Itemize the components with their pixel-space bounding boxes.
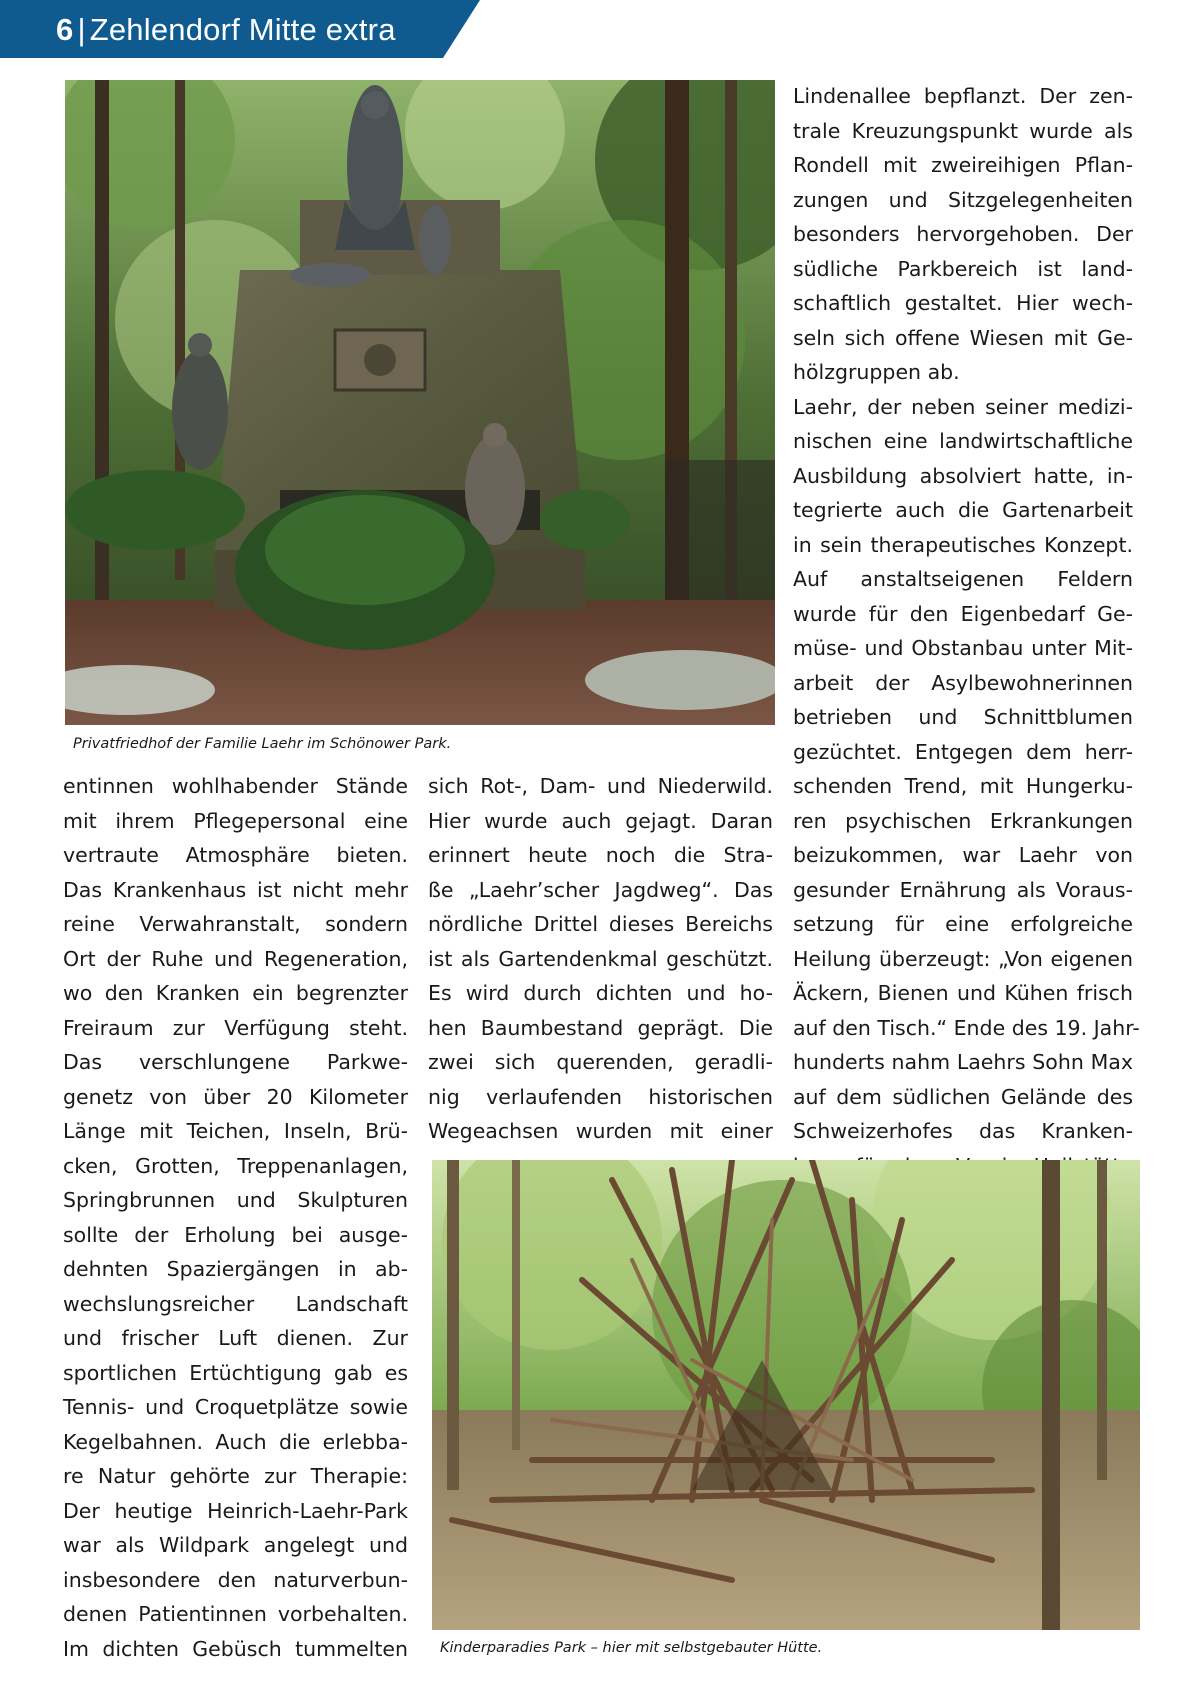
right-line: tegrierte auch die Gartenarbeit (793, 498, 1133, 522)
right-line: auf dem südlichen Gelände des (793, 1084, 1133, 1109)
left-line: reine Verwahranstalt, sondern (63, 912, 408, 936)
middle-line: Hier wurde auch gejagt. Daran (428, 808, 773, 833)
right-line: beizukommen, war Laehr von (793, 843, 1133, 867)
right-line: setzung für eine erfolgreiche (793, 912, 1133, 936)
right-line: besonders hervorgehoben. Der (793, 222, 1133, 246)
right-line: Äckern, Bienen und Kühen frisch (793, 981, 1133, 1005)
right-line: Ausbildung absolviert hatte, in- (793, 463, 1133, 488)
header-title (56, 12, 396, 48)
left-line: denen Patientinnen vorbehalten. (63, 1602, 408, 1626)
right-line: Lindenallee bepflanzt. Der zen- (793, 84, 1133, 108)
right-line: Schweizerhofes das Kranken- (793, 1119, 1133, 1143)
left-line: Ort der Ruhe und Regeneration, (63, 946, 408, 971)
right-line: wurde für den Eigenbedarf Ge- (793, 601, 1133, 626)
left-line: Springbrunnen und Skulpturen (63, 1188, 408, 1212)
left-line: Der heutige Heinrich-Laehr-Park (63, 1498, 408, 1523)
right-line: in sein therapeutisches Konzept. (793, 532, 1133, 557)
middle-line: zwei sich querenden, geradli- (428, 1050, 773, 1074)
right-line: südliche Parkbereich ist land- (793, 256, 1133, 281)
section-title: Zehlendorf Mitte extra (89, 12, 396, 47)
right-line: Rondell mit zweireihigen Pflan- (793, 153, 1133, 177)
bottom-photo-caption: Kinderparadies Park – hier mit selbstgebauter Hütte. (440, 1640, 823, 1656)
right-line: zungen und Sitzgelegenheiten (793, 187, 1133, 212)
middle-line: Wegeachsen wurden mit einer (428, 1119, 773, 1143)
left-line: cken, Grotten, Treppenanlagen, (63, 1153, 408, 1178)
middle-line: ße „Laehr’scher Jagdweg“. Das (428, 877, 773, 902)
left-line: Das verschlungene Parkwe- (63, 1050, 408, 1074)
right-line: hölzgruppen ab. (793, 360, 960, 384)
right-line: arbeit der Asylbewohnerinnen (793, 670, 1133, 695)
top-photo-caption: Privatfriedhof der Familie Laehr im Schönower Park. (73, 736, 452, 752)
right-line: schaftlich gestaltet. Hier wech- (793, 291, 1133, 315)
middle-line: nig verlaufenden historischen (428, 1084, 773, 1109)
left-line: sollte der Erholung bei ausge- (63, 1222, 408, 1247)
right-line: gesunder Ernährung als Voraus- (793, 877, 1133, 902)
right-line: Heilung überzeugt: „Von eigenen (793, 946, 1133, 971)
left-line: Tennis- und Croquetplätze sowie (63, 1395, 408, 1419)
right-line: trale Kreuzungspunkt wurde als (793, 118, 1133, 143)
left-line: genetz von über 20 Kilometer (63, 1084, 408, 1109)
right-line: Laehr, der neben seiner medizi- (793, 394, 1133, 419)
left-line: Kegelbahnen. Auch die erlebba- (63, 1429, 408, 1454)
left-line: Länge mit Teichen, Inseln, Brü- (63, 1119, 408, 1143)
middle-line: Es wird durch dichten und ho- (428, 981, 773, 1005)
right-line: nischen eine landwirtschaftliche (793, 429, 1133, 453)
section-header (0, 0, 480, 58)
middle-line: ist als Gartendenkmal geschützt. (428, 946, 773, 971)
left-line: Das Krankenhaus ist nicht mehr (63, 877, 408, 902)
middle-line: erinnert heute noch die Stra- (428, 843, 773, 867)
left-line: sportlichen Ertüchtigung gab es (63, 1360, 408, 1385)
left-line: wo den Kranken ein begrenzter (63, 981, 408, 1005)
header-separator: | (77, 12, 86, 47)
text-column-middle (428, 769, 773, 1149)
right-line: hunderts nahm Laehrs Sohn Max (793, 1050, 1133, 1074)
right-line: ren psychischen Erkrankungen (793, 808, 1133, 833)
right-line: gezüchtet. Entgegen dem herr- (793, 739, 1133, 764)
left-line: wechslungsreicher Landschaft (63, 1291, 408, 1316)
stick-hut-photo (432, 1160, 1140, 1630)
left-line: re Natur gehörte zur Therapie: (63, 1464, 408, 1488)
right-line: müse- und Obstanbau unter Mit- (793, 636, 1133, 660)
right-line: seln sich offene Wiesen mit Ge- (793, 325, 1133, 350)
text-column-left (63, 769, 408, 1666)
right-line: Auf anstaltseigenen Feldern (793, 567, 1133, 591)
left-line: war als Wildpark angelegt und (63, 1533, 408, 1557)
left-line: Im dichten Gebüsch tummelten (63, 1636, 408, 1661)
right-line: betrieben und Schnittblumen (793, 705, 1133, 729)
right-line: auf den Tisch.“ Ende des 19. Jahr- (793, 1015, 1140, 1040)
text-column-right (793, 79, 1140, 1183)
cemetery-monument-photo (65, 80, 775, 725)
middle-line: sich Rot-, Dam- und Niederwild. (428, 774, 773, 798)
middle-line: hen Baumbestand geprägt. Die (428, 1015, 773, 1040)
left-line: insbesondere den naturverbun- (63, 1567, 408, 1592)
left-line: dehnten Spaziergängen in ab- (63, 1257, 408, 1281)
left-line: mit ihrem Pflegepersonal eine (63, 808, 408, 833)
left-line: vertraute Atmosphäre bieten. (63, 843, 408, 867)
left-line: Freiraum zur Verfügung steht. (63, 1015, 408, 1040)
left-line: entinnen wohlhabender Stände (63, 774, 408, 798)
left-line: und frischer Luft dienen. Zur (63, 1326, 408, 1350)
page-number: 6 (56, 12, 74, 47)
right-line: schenden Trend, mit Hungerku- (793, 774, 1133, 798)
middle-line: nördliche Drittel dieses Bereichs (428, 912, 773, 936)
